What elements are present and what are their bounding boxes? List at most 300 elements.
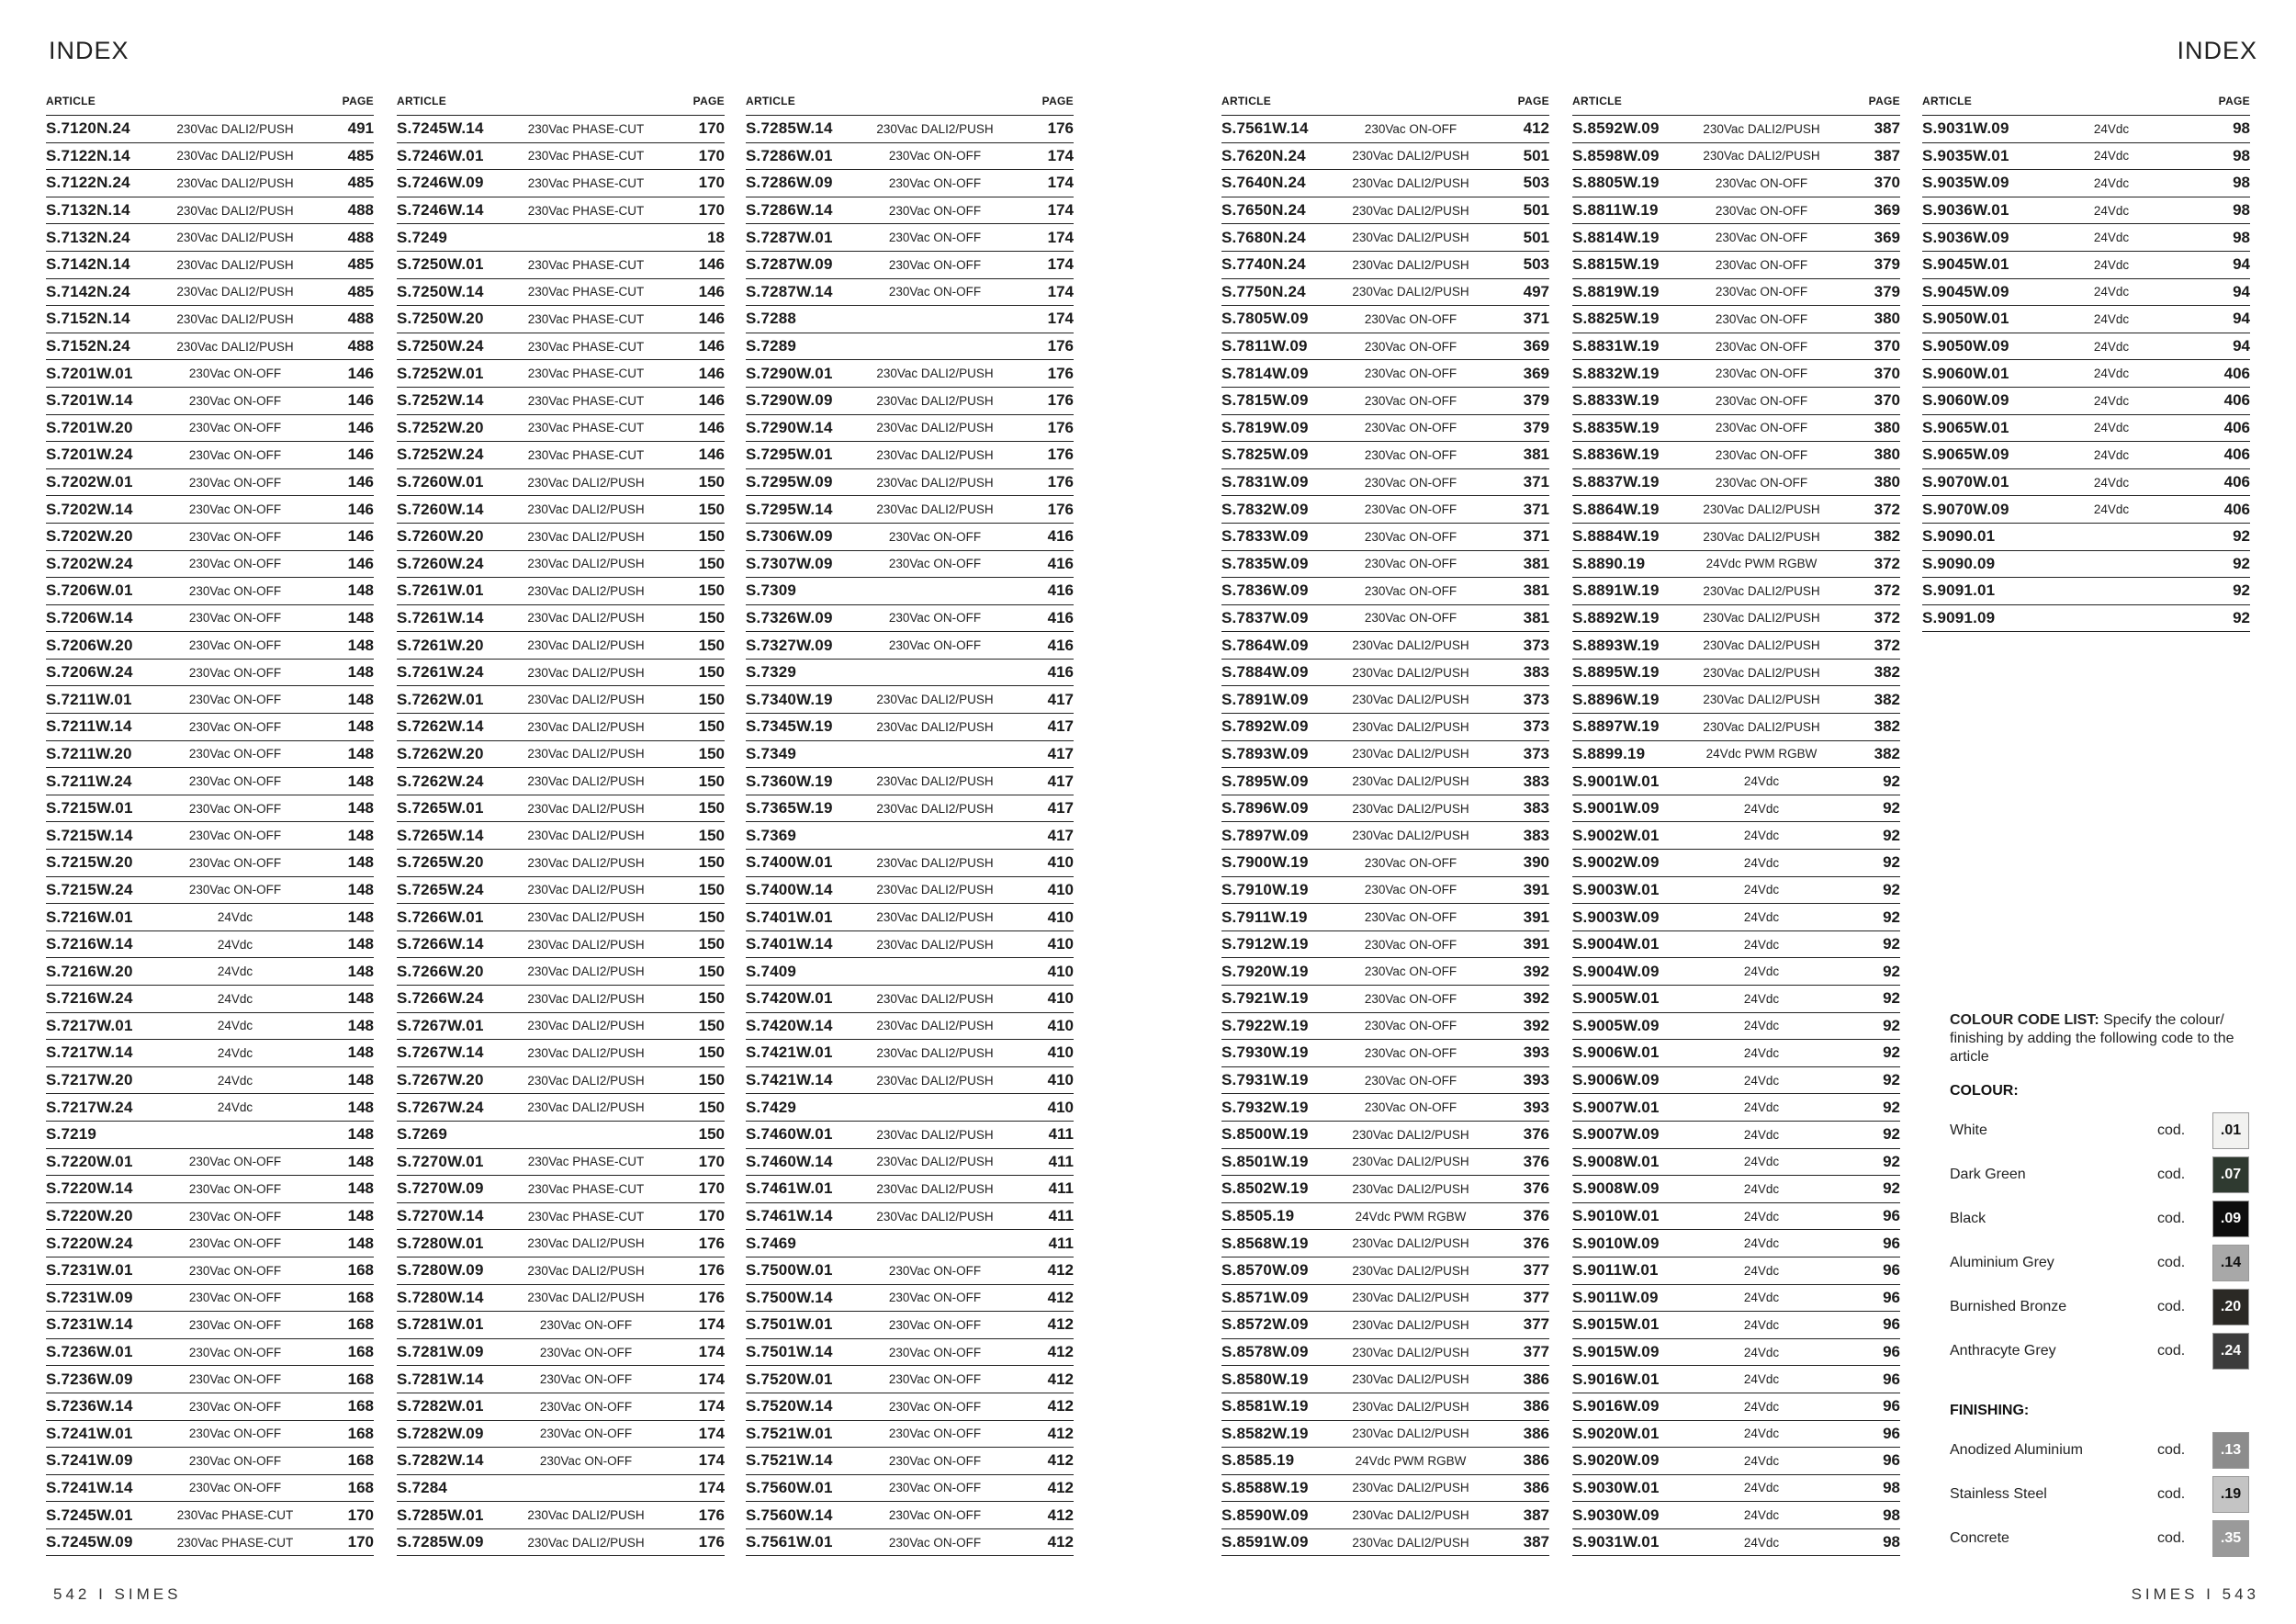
index-row [397,1339,725,1367]
page-number: 148 [347,853,374,872]
article-description: 230Vac ON-OFF [1364,502,1458,517]
article-header: ARTICLE [1221,95,1272,107]
page-number: 92 [1883,989,1900,1008]
page-number: 373 [1523,717,1549,736]
cod-label: cod. [2157,1486,2186,1502]
article-description: 230Vac DALI2/PUSH [527,910,645,925]
article-code: S.8815W.19 [1572,255,1660,274]
article-description: 230Vac DALI2/PUSH [1703,121,1820,136]
page-number: 98 [2233,228,2250,246]
article-description: 24Vdc [2093,285,2130,299]
article-code: S.7680N.24 [1221,228,1306,246]
index-row [46,143,374,171]
article-description: 230Vac DALI2/PUSH [1352,1263,1469,1278]
article-description: 230Vac ON-OFF [888,557,982,571]
page-number: 150 [698,1071,725,1089]
article-code: S.7290W.09 [746,391,833,410]
page-number: 150 [698,1016,725,1034]
index-row [397,306,725,333]
page-number: 379 [1523,418,1549,436]
article-code: S.9030W.01 [1572,1478,1660,1496]
page-number: 174 [698,1478,725,1496]
page-number: 150 [698,690,725,708]
page-number: 412 [1047,1315,1074,1334]
article-code: S.8570W.09 [1221,1261,1309,1280]
index-row [746,877,1074,905]
article-code: S.7250W.24 [397,337,484,355]
page-number: 410 [1047,908,1074,926]
article-description: 230Vac DALI2/PUSH [1703,611,1820,626]
article-code: S.7329 [746,663,797,682]
index-row [397,524,725,551]
page-number: 411 [1048,1207,1074,1225]
article-code: S.7287W.09 [746,255,833,274]
article-code: S.8832W.19 [1572,364,1660,382]
page-number: 146 [347,500,374,518]
article-code: S.7252W.24 [397,445,484,464]
article-code: S.8819W.19 [1572,282,1660,300]
article-description: 24Vdc [1743,883,1780,897]
article-description: 230Vac DALI2/PUSH [527,747,645,761]
index-row [1572,224,1900,252]
article-code: S.7220W.24 [46,1234,133,1252]
article-description: 24Vdc [2093,231,2130,245]
index-row [746,496,1074,524]
article-description: 230Vac ON-OFF [539,1345,633,1359]
page-number: 416 [1047,554,1074,572]
page-number: 406 [2223,500,2250,518]
article-description: 230Vac PHASE-CUT [527,257,645,272]
page-title-right: INDEX [2177,37,2257,64]
index-row [1221,279,1549,307]
swatch-name: Dark Green [1950,1167,2026,1182]
swatch-row [1950,1109,2262,1153]
article-code: S.7501W.01 [746,1315,833,1334]
article-code: S.8897W.19 [1572,717,1660,736]
index-row [1922,388,2250,415]
page-number: 168 [347,1397,374,1415]
page-number: 382 [1874,690,1900,708]
index-row [746,279,1074,307]
article-description: 230Vac DALI2/PUSH [876,693,994,707]
article-description: 230Vac DALI2/PUSH [876,801,994,816]
page-number: 146 [698,337,725,355]
index-row [46,1475,374,1503]
article-description: 230Vac DALI2/PUSH [876,393,994,408]
index-row [397,333,725,361]
page-number: 488 [347,337,374,355]
page-number: 168 [347,1261,374,1280]
index-row [746,1421,1074,1449]
article-code: S.7833W.09 [1221,527,1309,546]
article-description: 230Vac ON-OFF [188,502,282,517]
index-row [46,1393,374,1421]
index-row [1221,1067,1549,1095]
page-number: 150 [698,880,725,898]
page-number: 383 [1523,663,1549,682]
article-code: S.7142N.14 [46,255,130,274]
article-description: 230Vac ON-OFF [188,1481,282,1495]
article-code: S.7750N.24 [1221,282,1306,300]
index-row [1221,632,1549,660]
page-number: 174 [698,1424,725,1442]
index-row [746,524,1074,551]
article-code: S.7287W.14 [746,282,833,300]
page-number: 96 [1883,1424,1900,1442]
article-code: S.7122N.14 [46,146,130,164]
index-row [1221,1366,1549,1393]
index-row [1572,660,1900,687]
index-row [397,1421,725,1449]
article-code: S.9005W.09 [1572,1016,1660,1034]
index-row [397,1448,725,1475]
article-code: S.9065W.01 [1922,418,2009,436]
swatch-name: White [1950,1122,1987,1138]
article-description: 230Vac DALI2/PUSH [176,339,294,354]
index-row [746,551,1074,579]
index-row [746,904,1074,931]
article-description: 230Vac DALI2/PUSH [527,557,645,571]
article-description: 230Vac ON-OFF [188,1181,282,1196]
index-row [46,170,374,197]
article-description: 24Vdc [2093,149,2130,164]
article-description: 230Vac DALI2/PUSH [876,910,994,925]
index-row [746,741,1074,769]
article-code: S.7360W.19 [746,772,833,790]
index-row [397,1285,725,1313]
page-number: 386 [1523,1424,1549,1442]
article-description: 24Vdc [217,991,253,1006]
article-code: S.7501W.14 [746,1343,833,1361]
index-column [1922,95,2250,632]
article-description: 230Vac PHASE-CUT [527,311,645,326]
index-row [397,143,725,171]
article-description: 230Vac ON-OFF [188,1291,282,1305]
page-number: 92 [1883,1016,1900,1034]
article-code: S.7560W.14 [746,1506,833,1524]
article-description: 24Vdc [2093,421,2130,435]
article-code: S.7142N.24 [46,282,130,300]
index-row [746,469,1074,497]
article-description: 230Vac ON-OFF [1364,447,1458,462]
index-row [1221,524,1549,551]
article-description: 24Vdc [1743,1127,1780,1142]
article-code: S.7217W.01 [46,1016,133,1034]
article-description: 230Vac DALI2/PUSH [527,1236,645,1251]
article-code: S.9015W.01 [1572,1315,1660,1334]
article-code: S.7260W.01 [397,473,484,491]
article-code: S.7266W.24 [397,989,484,1008]
page-number: 417 [1047,717,1074,736]
article-code: S.7270W.14 [397,1207,484,1225]
page-number: 18 [707,228,725,246]
page-number: 174 [698,1315,725,1334]
page-number: 501 [1523,201,1549,220]
article-description: 230Vac DALI2/PUSH [1352,1427,1469,1441]
article-code: S.7295W.09 [746,473,833,491]
page-number: 150 [698,853,725,872]
article-code: S.7460W.14 [746,1152,833,1170]
page-number: 150 [698,744,725,762]
page-number: 392 [1523,1016,1549,1034]
index-row [746,1448,1074,1475]
page-number: 370 [1874,337,1900,355]
page-number: 146 [347,527,374,546]
index-row [46,1339,374,1367]
index-row [746,197,1074,225]
page-number: 96 [1883,1315,1900,1334]
page-number: 410 [1047,1043,1074,1062]
page-number: 148 [347,744,374,762]
article-code: S.7266W.20 [397,962,484,980]
index-row [1221,496,1549,524]
page-number: 92 [1883,1098,1900,1116]
index-row [1221,1421,1549,1449]
article-description: 230Vac DALI2/PUSH [1352,638,1469,653]
article-code: S.7561W.14 [1221,119,1309,138]
article-code: S.7884W.09 [1221,663,1309,682]
colour-swatch: .09 [2212,1201,2249,1237]
article-code: S.7836W.09 [1221,581,1309,600]
index-row [1572,496,1900,524]
article-description: 230Vac ON-OFF [888,1317,982,1332]
article-code: S.9004W.09 [1572,962,1660,980]
index-row [397,931,725,959]
article-code: S.7280W.01 [397,1234,484,1252]
article-description: 230Vac ON-OFF [1715,175,1808,190]
page-number: 412 [1047,1343,1074,1361]
article-description: 230Vac ON-OFF [188,719,282,734]
index-row [1572,931,1900,959]
page-header: PAGE [1517,95,1549,107]
article-code: S.9006W.01 [1572,1043,1660,1062]
article-description: 230Vac DALI2/PUSH [1703,502,1820,517]
index-row [746,1502,1074,1529]
index-row [46,469,374,497]
article-description: 230Vac DALI2/PUSH [876,447,994,462]
article-description: 230Vac ON-OFF [188,475,282,490]
page-number: 497 [1523,282,1549,300]
page-number: 148 [347,636,374,654]
page-number: 371 [1523,473,1549,491]
index-row [1221,714,1549,741]
article-description: 230Vac DALI2/PUSH [176,285,294,299]
article-code: S.8590W.09 [1221,1506,1309,1524]
index-row [397,768,725,795]
index-row [46,1421,374,1449]
index-row [1922,469,2250,497]
index-row [746,1067,1074,1095]
article-code: S.7206W.01 [46,581,133,600]
article-code: S.7231W.01 [46,1261,133,1280]
index-row [397,252,725,279]
index-row [746,415,1074,443]
index-row [1572,252,1900,279]
page-number: 150 [698,826,725,844]
swatch-name: Anthracyte Grey [1950,1343,2056,1359]
index-row [397,686,725,714]
article-code: S.7245W.14 [397,119,484,138]
page-number: 170 [698,146,725,164]
page-number: 170 [347,1533,374,1551]
article-code: S.7236W.14 [46,1397,133,1415]
swatch-name: Concrete [1950,1530,2009,1546]
finishing-list [1950,1428,2262,1561]
index-row [46,1448,374,1475]
index-row [46,116,374,143]
index-row [397,415,725,443]
index-row [746,986,1074,1013]
article-code: S.7365W.19 [746,799,833,818]
index-row [746,822,1074,850]
article-description: 230Vac DALI2/PUSH [1352,1155,1469,1169]
page-number: 372 [1874,500,1900,518]
page-number: 150 [698,772,725,790]
article-code: S.7267W.14 [397,1043,484,1062]
page-number: 96 [1883,1288,1900,1306]
index-row [397,1013,725,1041]
index-row [1221,904,1549,931]
article-code: S.9003W.01 [1572,880,1660,898]
article-code: S.7217W.24 [46,1098,133,1116]
article-description: 230Vac DALI2/PUSH [876,719,994,734]
article-code: S.8895W.19 [1572,663,1660,682]
article-description: 24Vdc [1743,1045,1780,1060]
article-code: S.9020W.01 [1572,1424,1660,1442]
page-number: 94 [2233,337,2250,355]
page-number: 176 [698,1288,725,1306]
article-code: S.7309 [746,581,797,600]
page-number: 377 [1523,1261,1549,1280]
article-description: 24Vdc [1743,1399,1780,1414]
page-number: 148 [347,717,374,736]
article-code: S.7814W.09 [1221,364,1309,382]
article-code: S.9008W.01 [1572,1152,1660,1170]
article-description: 230Vac DALI2/PUSH [1703,583,1820,598]
index-row [1572,1393,1900,1421]
index-row [46,605,374,633]
page-number: 383 [1523,772,1549,790]
article-description: 230Vac DALI2/PUSH [527,638,645,653]
page-number: 148 [347,935,374,953]
index-row [397,1366,725,1393]
article-description: 230Vac ON-OFF [888,1535,982,1550]
article-description: 230Vac ON-OFF [888,231,982,245]
article-description: 230Vac ON-OFF [188,1427,282,1441]
index-row [46,822,374,850]
article-description: 230Vac DALI2/PUSH [527,1291,645,1305]
cod-label: cod. [2157,1255,2186,1270]
index-row [397,605,725,633]
page-number: 383 [1523,799,1549,818]
colour-swatch: .35 [2212,1520,2249,1557]
article-code: S.9070W.01 [1922,473,2009,491]
page-number: 150 [698,663,725,682]
article-code: S.9030W.09 [1572,1506,1660,1524]
page-number: 488 [347,201,374,220]
article-code: S.7220W.01 [46,1152,133,1170]
page-number: 383 [1523,826,1549,844]
article-code: S.7920W.19 [1221,962,1309,980]
page-number: 411 [1048,1234,1074,1252]
index-row [1221,1448,1549,1475]
index-row [1922,551,2250,579]
page-number: 386 [1523,1397,1549,1415]
page-number: 370 [1874,174,1900,192]
article-description: 230Vac ON-OFF [188,421,282,435]
article-code: S.8892W.19 [1572,608,1660,626]
index-row [1221,1257,1549,1285]
page-number: 174 [1047,174,1074,192]
index-row [746,1040,1074,1067]
index-row [46,333,374,361]
index-row [397,877,725,905]
index-row [1221,1285,1549,1313]
article-description: 230Vac ON-OFF [188,583,282,598]
page-number: 98 [1883,1533,1900,1551]
page-number: 417 [1047,772,1074,790]
index-row [1922,496,2250,524]
index-row [746,1366,1074,1393]
article-description: 230Vac ON-OFF [1715,421,1808,435]
article-code: S.7282W.14 [397,1451,484,1470]
cod-label: cod. [2157,1530,2186,1546]
index-row [397,795,725,823]
article-description: 230Vac DALI2/PUSH [1352,829,1469,843]
article-description: 230Vac ON-OFF [188,557,282,571]
colour-swatch: .14 [2212,1245,2249,1281]
swatch-row [1950,1472,2262,1517]
index-row [397,632,725,660]
article-header: ARTICLE [46,95,96,107]
index-row [1572,1230,1900,1257]
page-number: 380 [1874,418,1900,436]
article-description: 230Vac DALI2/PUSH [1352,1345,1469,1359]
article-code: S.7295W.01 [746,445,833,464]
page-number: 377 [1523,1315,1549,1334]
article-code: S.7231W.09 [46,1288,133,1306]
page-number: 148 [347,1152,374,1170]
page-number: 168 [347,1424,374,1442]
article-description: 230Vac ON-OFF [188,1399,282,1414]
article-code: S.8585.19 [1221,1451,1295,1470]
article-description: 230Vac ON-OFF [1364,529,1458,544]
index-row [46,1094,374,1122]
page-number: 98 [2233,201,2250,220]
page-number: 150 [698,527,725,546]
index-row [1572,551,1900,579]
article-code: S.7620N.24 [1221,146,1306,164]
page-number: 503 [1523,255,1549,274]
page-number: 417 [1047,690,1074,708]
page-number: 98 [1883,1506,1900,1524]
index-row [1221,469,1549,497]
article-code: S.7220W.14 [46,1179,133,1198]
article-code: S.7421W.14 [746,1071,833,1089]
article-description: 24Vdc PWM RGBW [1705,747,1818,761]
page-number: 150 [698,500,725,518]
article-code: S.7206W.24 [46,663,133,682]
page-number: 417 [1047,744,1074,762]
page-number: 386 [1523,1370,1549,1388]
article-description: 230Vac DALI2/PUSH [527,693,645,707]
index-row [1922,360,2250,388]
article-code: S.9070W.09 [1922,500,2009,518]
article-code: S.7740N.24 [1221,255,1306,274]
index-row [746,1257,1074,1285]
article-description: 230Vac ON-OFF [1364,311,1458,326]
page-number: 412 [1047,1370,1074,1388]
